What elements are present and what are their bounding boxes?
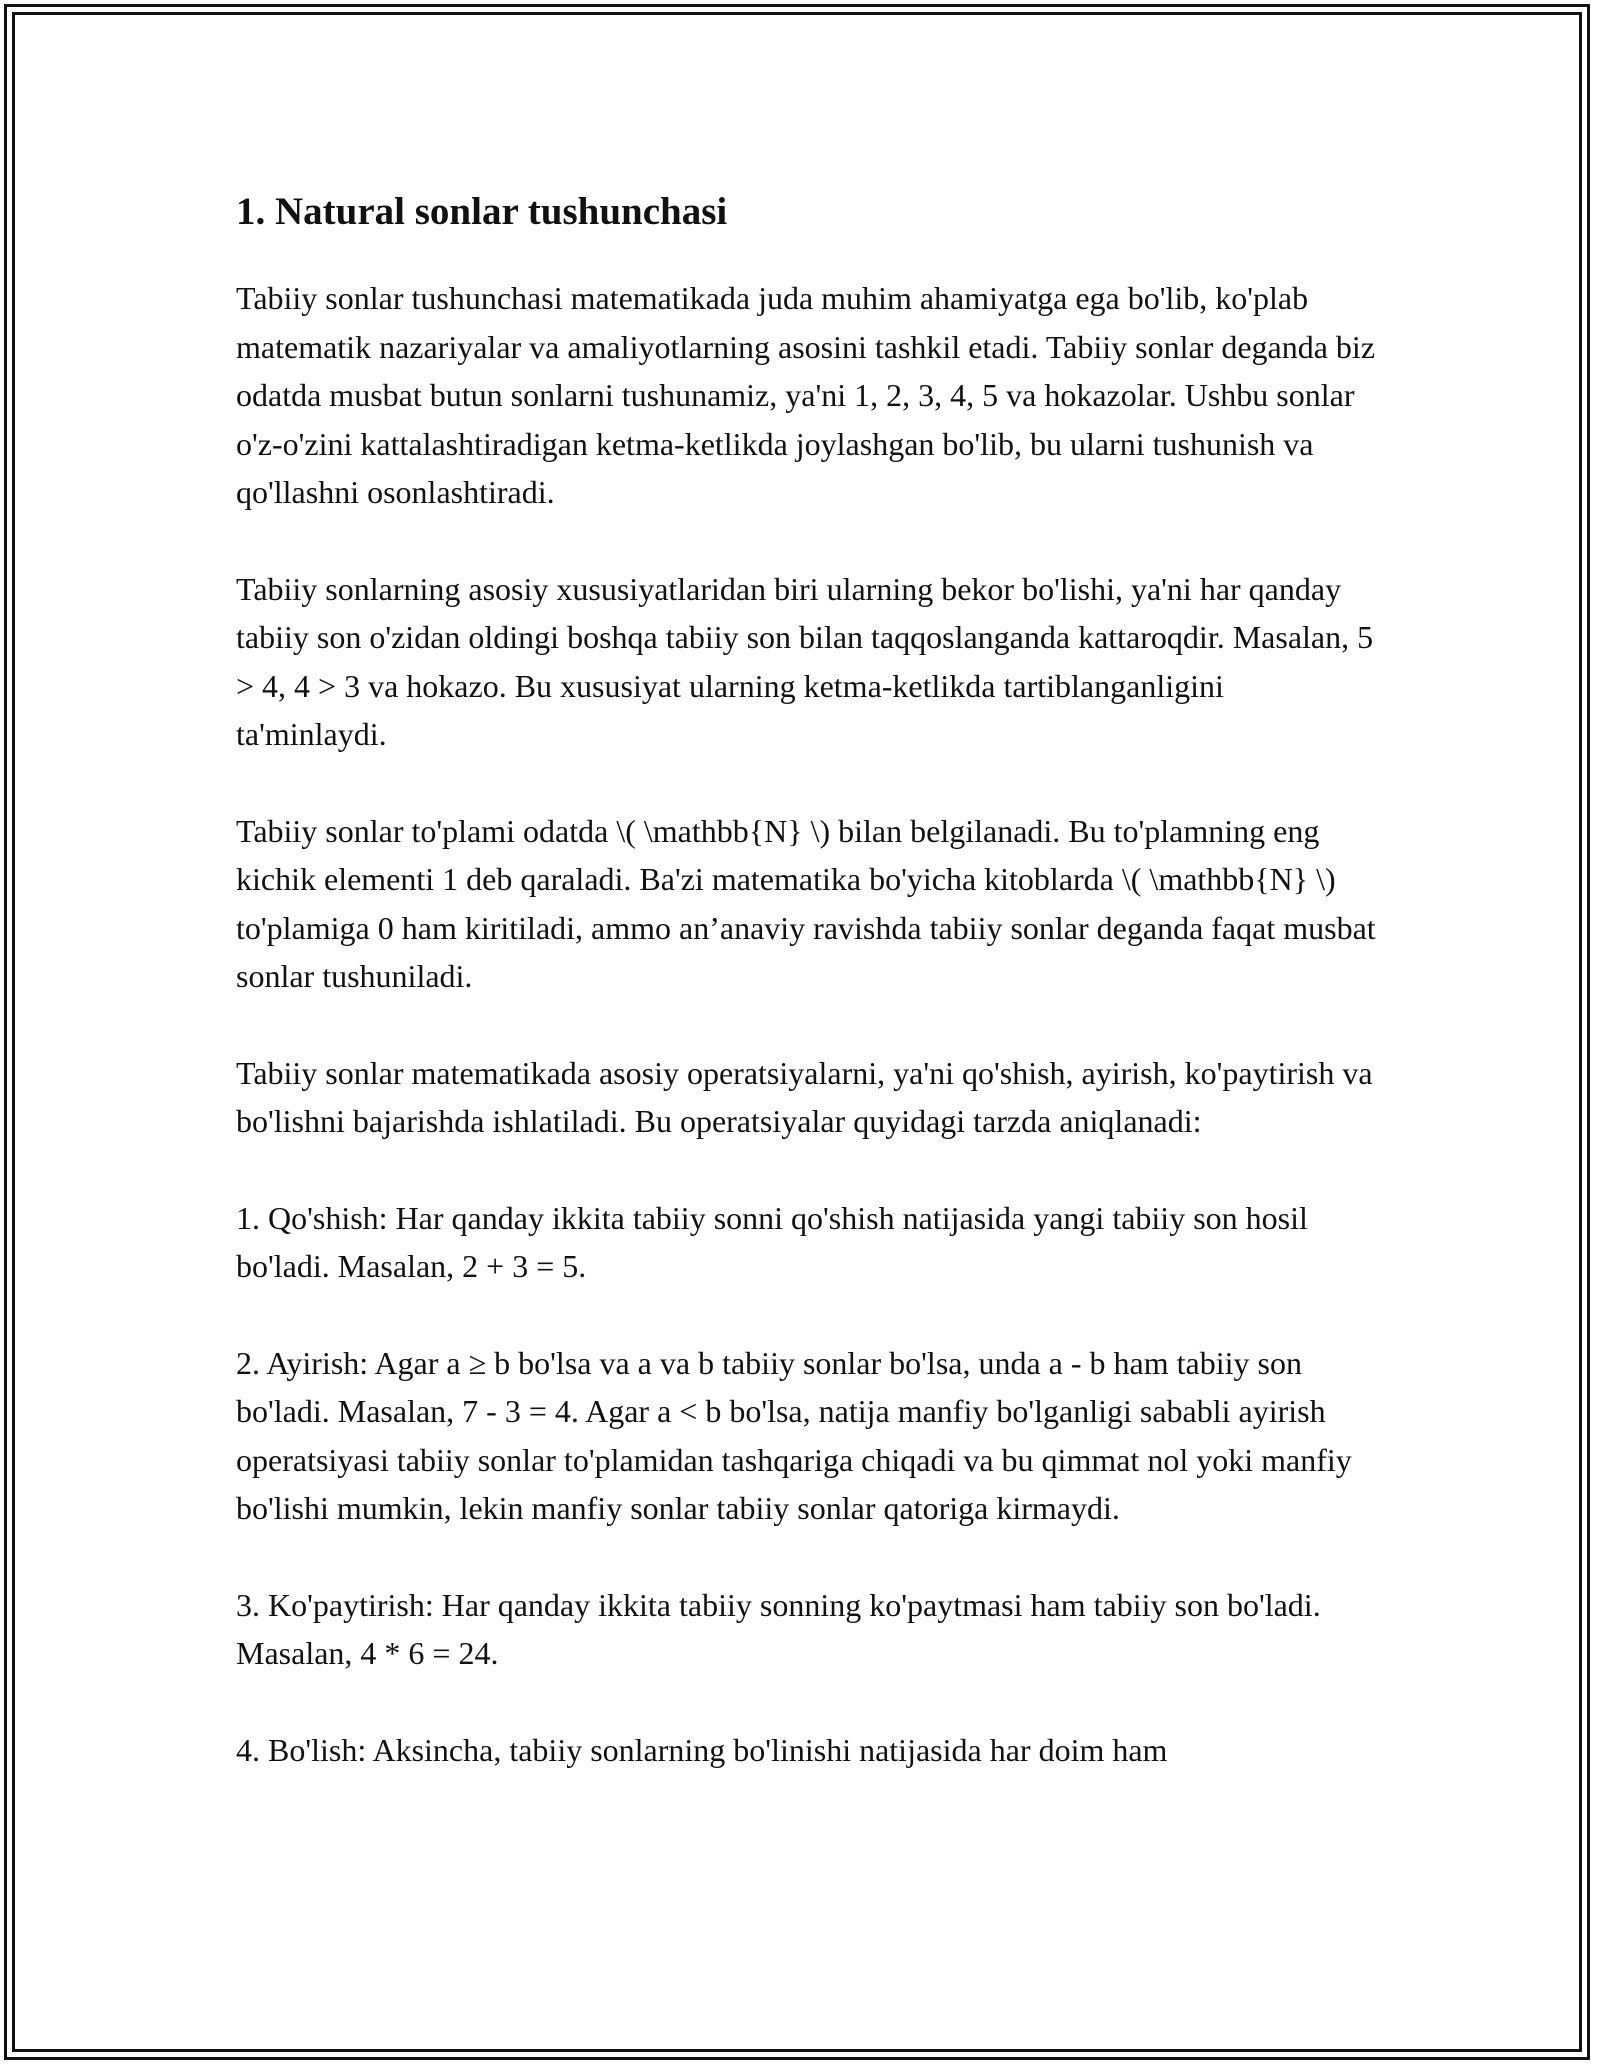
paragraph-operations: Tabiiy sonlar matematikada asosiy operatsiyalarni, ya'ni qo'shish, ayirish, ko'paytirish va bo'lishni bajarishda ishlatiladi. Bu operatsiyalar quyidagi tarzda aniqlanadi: [236, 1054, 1373, 1139]
paragraph-addition: 1. Qo'shish: Har qanday ikkita tabiiy sonni qo'shish natijasida yangi tabiiy son hosil bo'ladi. Masalan, 2 + 3 = 5. [236, 1199, 1308, 1284]
paragraph-ordering: Tabiiy sonlarning asosiy xususiyatlaridan biri ularning bekor bo'lishi, ya'ni har qanday tabiiy son o'zidan oldingi boshqa tabiiy son bilan taqqoslanganda kattaroqdir. Masalan, 5 > 4, 4 > 3 va hokazo. Bu xususiyat ularning ketma-ketlikda tartiblanganligini ta'minlaydi. [236, 570, 1374, 752]
paragraph-multiplication: 3. Ko'paytirish: Har qanday ikkita tabiiy sonning ko'paytmasi ham tabiiy son bo'ladi. Masalan, 4 * 6 = 24. [236, 1586, 1321, 1671]
section-heading: 1. Natural sonlar tushunchasi [236, 190, 728, 233]
paragraph-division: 4. Bo'lish: Aksincha, tabiiy sonlarning bo'linishi natijasida har doim ham [236, 1731, 1168, 1768]
paragraph-intro: Tabiiy sonlar tushunchasi matematikada juda muhim ahamiyatga ega bo'lib, ko'plab matematik nazariyalar va amaliyotlarning asosini tashkil etadi. Tabiiy sonlar deganda biz odatda musbat butun sonlarni tushunamiz, ya'ni 1, 2, 3, 4, 5 va hokazolar. Ushbu sonlar o'z-o'zini kattalashtiradigan ketma-ketlikda joylashgan bo'lib, bu ularni tushunish va qo'llashni osonlashtiradi. [236, 280, 1376, 510]
paragraph-set-notation: Tabiiy sonlar to'plami odatda \( \mathbb{N} \) bilan belgilanadi. Bu to'plamning eng kichik elementi 1 deb qaraladi. Ba'zi matematika bo'yicha kitoblarda \( \mathbb{N} \) to'plamiga 0 ham kiritiladi, ammo an’anaviy ravishda tabiiy sonlar deganda faqat musbat sonlar tushuniladi. [236, 812, 1376, 994]
paragraph-subtraction: 2. Ayirish: Agar a ≥ b bo'lsa va a va b tabiiy sonlar bo'lsa, unda a - b ham tabiiy son bo'ladi. Masalan, 7 - 3 = 4. Agar a < b bo'lsa, natija manfiy bo'lganligi sababli ayirish operatsiyasi tabiiy sonlar to'plamidan tashqariga chiqadi va bu qimmat nol yoki manfiy bo'lishi mumkin, lekin manfiy sonlar tabiiy sonlar qatoriga kirmaydi. [236, 1344, 1352, 1526]
document-body [236, 186, 1376, 1822]
